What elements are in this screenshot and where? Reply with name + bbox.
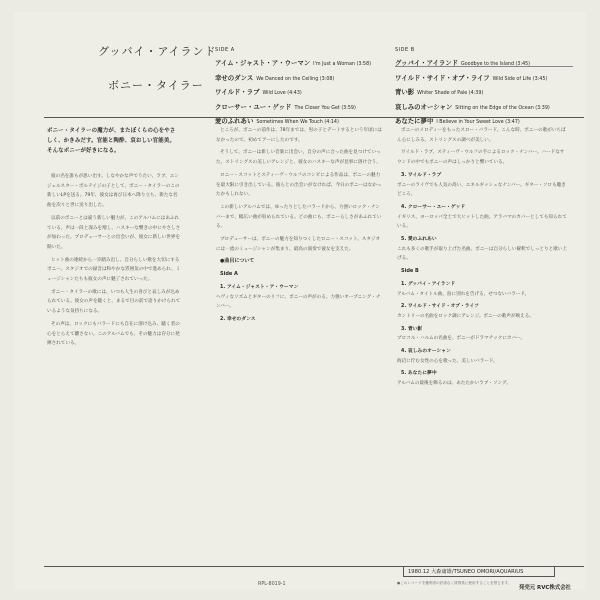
- song-note-text: ボニーのライヴでも人気の高い、エネルギッシュなナンバー。ギター・ソロも聴きどころ。: [397, 182, 566, 198]
- song-note-title: 3. 青い影: [401, 326, 423, 332]
- track-title-en: I'm Just a Woman (3:58): [313, 62, 371, 68]
- side-a-label: SIDE A: [215, 47, 235, 53]
- notes-paragraph: ボニーのメロディーをもったスロー・バラード。こんな時、ボニーの歌がいちばん心にしみる。ストリングスの調べが美しい。: [397, 128, 566, 143]
- notes-paragraph: 彼の名を誰もが思い出す。しなやかな声でうたい、ラブ、エンジェルスター・ボルテイジの子として、ボニー・タイラーのこの新しいLPを送る。79年、彼女は再び日本へ降り立ち、新たな名曲を次々と世に送り出した。: [47, 174, 180, 209]
- song-note-title: 2. 幸せのダンス: [220, 316, 256, 322]
- track-title-en: Goodbye to the Island (3:45): [461, 62, 531, 68]
- song-note-text: アルバムの最後を飾るのは、あたたかいラブ・ソング。: [397, 381, 512, 387]
- track-title-en: The Closer You Get (3:59): [294, 105, 356, 111]
- notes-paragraph: ロニー・スコットとスティーヴ・ウルフのコンビによる作品は、ボニーの魅力を最大限に引き出している。彼らとの出会いがなければ、今日のボニーはなかったかもしれない。: [216, 172, 382, 198]
- song-note-title: 2. ワイルド・サイド・オブ・ライフ: [401, 304, 479, 310]
- track-item: [395, 57, 550, 71]
- track-title-jp: ワイルド・サイド・オブ・ライフ: [395, 73, 490, 82]
- notes-paragraph: その声は、ロックにもバラードにも自在に溶け込み、聴く者の心をとらえて離さない。このアルバムでも、その魅力は存分に発揮されている。: [47, 321, 180, 347]
- song-note-title: 1. グッバイ・アイランド: [401, 281, 456, 287]
- song-note-text: アルバム・タイトル曲。島に別れを告げる、せつないバラード。: [397, 291, 530, 297]
- notes-paragraph: プロデューサーは、ボニーの魅力を知りつくしたロニー・スコット。スタジオには一流のミュージシャンが集まり、最高の演奏で彼女を支えた。: [216, 237, 381, 252]
- track-title-en: Whiter Shade of Pale (4:39): [417, 91, 484, 97]
- lead-paragraph: ボニー・タイラーの魔力が、またぼくらの心をやさしく、かきみだす。官能と陶酔、哀おしい官能美。そんなボニーが好きになる。: [47, 128, 176, 154]
- song-note-text: イギリス、ヨーロッパ全土で大ヒットした曲。アラバマのカバーとしても知られている。: [397, 214, 567, 230]
- track-title-jp: アイム・ジャスト・ア・ウーマン: [215, 59, 311, 68]
- notes-paragraph: ところが、ボニーの前作は、78年までは、男の子とデートするという年頃にはなかったので、初めてアーにしたのです。: [216, 128, 382, 143]
- catalog-number: RPL-8019-1: [258, 582, 286, 587]
- notes-column-1: [47, 172, 181, 352]
- song-note: [397, 347, 569, 366]
- track-title-jp: グッバイ・アイランド: [395, 59, 459, 68]
- song-note-text: カントリーの名曲をロック調にアレンジ。ボニーの歌声が映える。: [397, 313, 534, 319]
- notes-paragraph: 以前のボニーとは違う新しい魅力が、このアルバムにはあふれている。声は一段と深みを増し、ハスキーな響きの中にやさしさが加わった。プロデューサーとの出会いが、彼女に新しい世界を開いた。: [47, 215, 181, 250]
- side-b-label: SIDE B: [395, 47, 415, 53]
- track-item: [215, 57, 371, 71]
- notes-paragraph: この新しいアルバムでは、ゆったりとしたバラードから、力強いロック・ナンバーまで、幅広い曲が収められている。どの曲にも、ボニーらしさがあふれている。: [216, 204, 382, 230]
- song-note-title: 5. あなたに夢中: [401, 371, 437, 377]
- track-item: [395, 86, 550, 100]
- notes-paragraph: ヒット曲の連続から一歩踏み出し、自分らしい歌を大切にするボニー。スタジオでの録音は和やかな雰囲気の中で進められ、ミュージシャンたちも彼女の声に魅了されていった。: [47, 257, 181, 283]
- track-title-en: I Believe in Your Sweet Love (3:47): [436, 120, 520, 126]
- song-note-title: 1. アイム・ジャスト・ア・ウーマン: [220, 284, 299, 290]
- track-title-jp: 愛のふれあい: [215, 117, 254, 126]
- track-title-en: Wild Side of Life (3:45): [492, 76, 548, 82]
- side-b-subheading: Side B: [401, 268, 419, 275]
- track-item: [215, 72, 371, 86]
- track-title-en: Sometimes When We Touch (4:14): [256, 120, 339, 126]
- song-note: [397, 280, 569, 299]
- song-note-text: 海辺に佇む女性の心を歌った、美しいバラード。: [397, 358, 498, 364]
- song-note: [397, 369, 569, 388]
- side-a-subheading: Side A: [220, 271, 238, 278]
- rental-notice: ●このレコードを権利者の許諾なく賃貸業に使用することを禁じます。: [397, 581, 512, 585]
- song-note: [397, 203, 569, 232]
- track-title-en: Sitting on the Edge of the Ocean (3:39): [455, 105, 550, 111]
- side-b-divider: [395, 66, 573, 67]
- song-note: [397, 171, 569, 200]
- song-note-text: プロコル・ハルムの名曲を、ボニーがドラマチックにカバー。: [397, 336, 526, 342]
- track-title-jp: 哀しみのオーシャン: [395, 102, 453, 111]
- song-notes-heading: ●曲目について: [220, 258, 255, 265]
- notes-paragraph: そうして、ボニーは新しい音楽に出会い、自分の声に合った曲を見つけていった。ストリングスの美しいアレンジと、彼女のハスキーな声が見事に溶け合う。: [216, 150, 381, 166]
- song-note-text: これも多くの歌手が取り上げた名曲。ボニーは自分らしい解釈でしっとりと歌い上げる。: [397, 246, 567, 262]
- notes-paragraph: ボニー・タイラーの歌には、いつも人生の喜びと哀しみが込められている。彼女の声を聴くと、まるで目の前で語りかけられているような気持ちになる。: [47, 289, 181, 315]
- track-title-jp: 幸せのダンス: [215, 73, 254, 82]
- track-item: [395, 101, 550, 115]
- song-note: [397, 302, 569, 321]
- distributor-label: 発売元 RVC株式会社: [519, 585, 571, 591]
- writer-credit: 1980.12 大森庸雄/TSUNEO OMORI/AQUARIUS: [403, 566, 555, 577]
- song-note-title: 3. ワイルド・ラブ: [401, 172, 442, 178]
- track-title-jp: クローサー・ユー・ゲッド: [215, 102, 292, 111]
- track-item: [215, 101, 371, 115]
- song-note-title: 4. 哀しみのオーシャン: [401, 349, 451, 355]
- song-note: [216, 283, 383, 312]
- header-divider: [44, 117, 584, 118]
- song-note: [397, 235, 569, 264]
- track-title-jp: ワイルド・ラブ: [215, 88, 260, 97]
- notes-column-3: [397, 126, 569, 392]
- song-note: [397, 325, 569, 344]
- track-title-en: We Danced on the Ceiling (3:08): [256, 76, 335, 82]
- song-note-title: 5. 愛のふれあい: [401, 237, 437, 243]
- album-title: グッバイ・アイランド: [98, 45, 217, 58]
- track-item: [395, 72, 550, 86]
- song-note-title: 4. クローサー・ユー・ゲッド: [401, 204, 466, 210]
- notes-paragraph: ワイルド・ラブ、スティーヴ・ウルフの手によるロック・ナンバー。ハードなサウンドの中でもボニーの声はしっかりと響いている。: [397, 150, 565, 166]
- track-title-jp: あなたに夢中: [395, 117, 434, 126]
- liner-notes-sheet: [14, 12, 586, 590]
- track-title-en: Wild Love (4:43): [262, 91, 302, 97]
- track-item: [215, 86, 371, 100]
- artist-name: ボニー・タイラー: [108, 79, 204, 92]
- song-note-text: ヘヴィなリズムとギターのリフに、ボニーの声がのる。力強いオープニング・ナンバー。: [216, 294, 381, 310]
- track-title-jp: 青い影: [395, 88, 415, 97]
- song-note: [216, 315, 383, 325]
- notes-column-2: [216, 126, 383, 328]
